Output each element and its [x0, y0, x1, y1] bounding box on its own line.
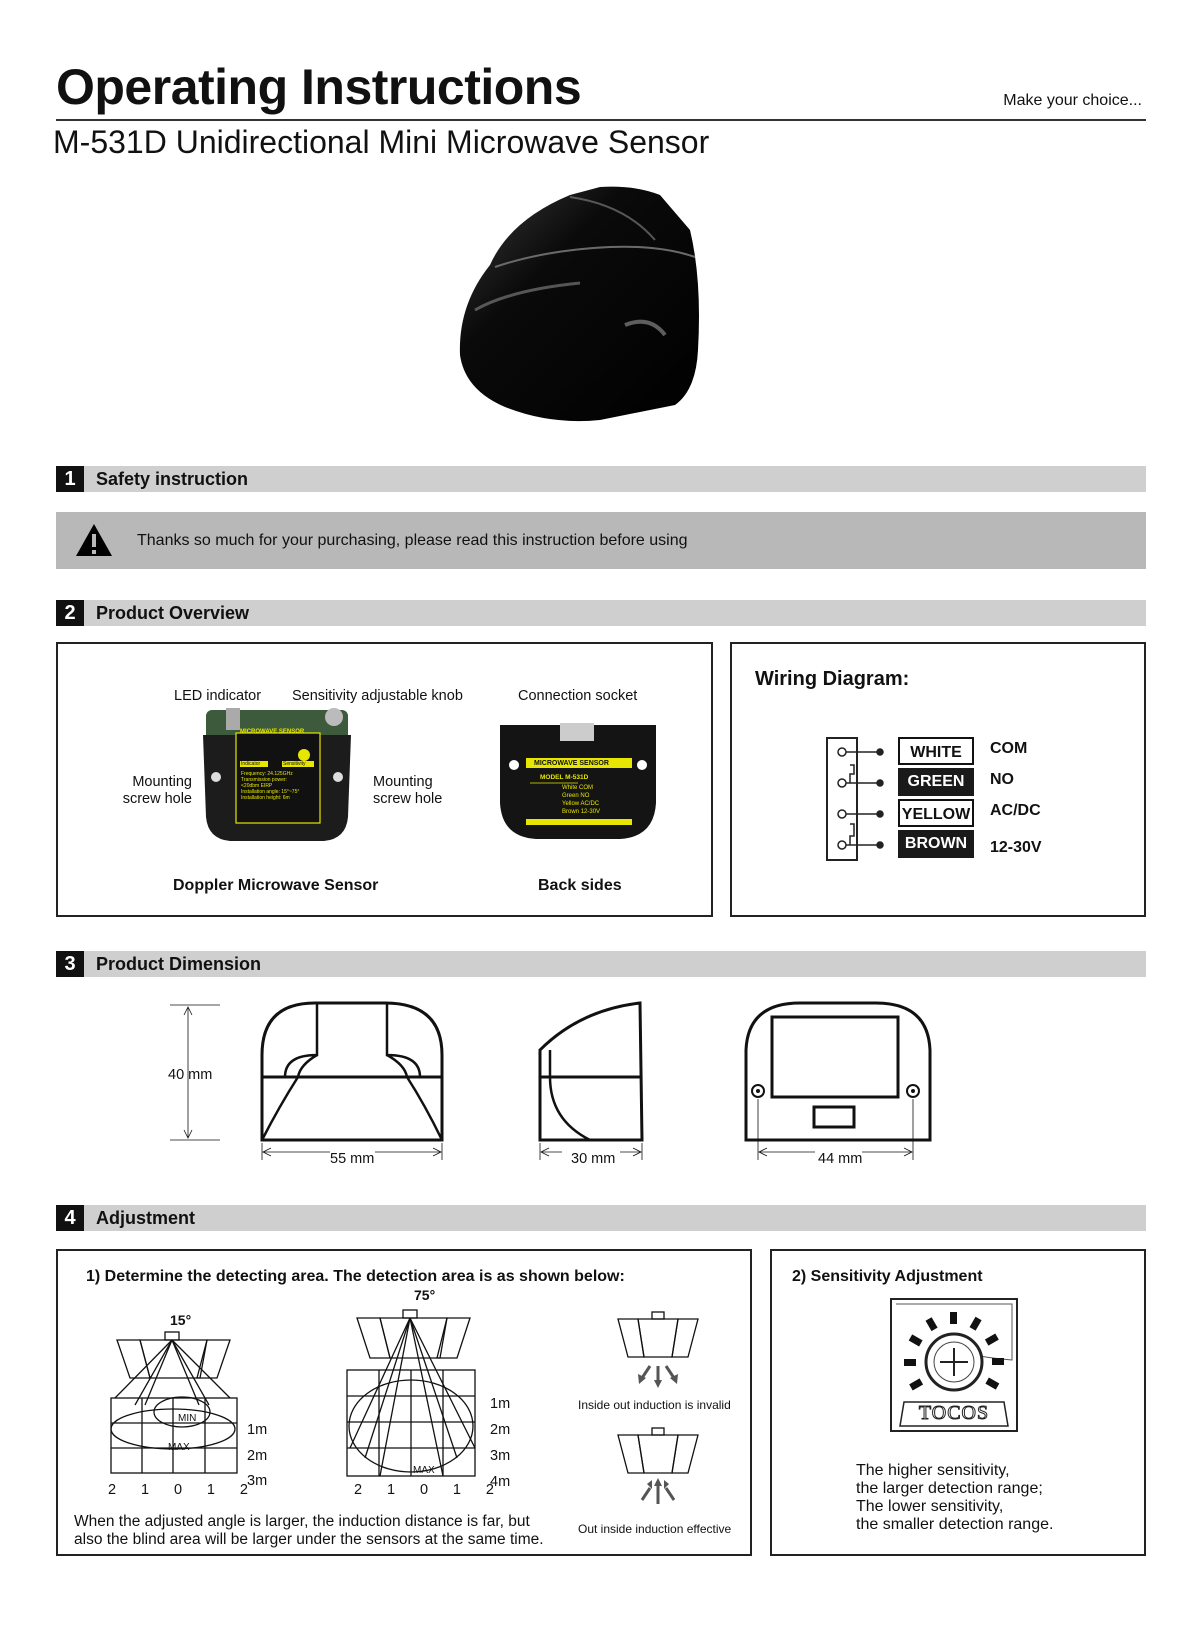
board-sensitivity-text: Sensitivity: [283, 761, 306, 767]
tagline: Make your choice...: [1003, 92, 1142, 109]
sensitivity-title: 2) Sensitivity Adjustment: [792, 1268, 983, 1285]
height-dimension: 40 mm: [168, 1067, 213, 1083]
safety-notice: [56, 512, 1146, 569]
wire-brown-func: 12-30V: [990, 839, 1042, 856]
angle-15-label: 15°: [170, 1312, 192, 1328]
knob-brand: TOCOS: [918, 1402, 990, 1424]
mounting-hole-left-label: Mounting screw hole: [122, 774, 192, 807]
sensitivity-text: The higher sensitivity, the larger detection range; The lower sensitivity, the smaller detection range.: [856, 1462, 1054, 1533]
dist-4m-75: 4m: [490, 1474, 511, 1490]
section-number: 4: [56, 1205, 84, 1231]
section-safety-header: [56, 466, 1146, 492]
wire-yellow-func: AC/DC: [990, 802, 1041, 819]
section-title: Safety instruction: [96, 469, 249, 489]
section-title: Product Dimension: [96, 954, 262, 974]
axis-ticks-15: 2 1 0 1 2: [108, 1482, 248, 1498]
dist-2m-75: 2m: [490, 1422, 511, 1438]
warning-icon: [74, 522, 114, 558]
dist-2m-15: 2m: [247, 1448, 268, 1464]
detection-note: [74, 1513, 544, 1549]
product-subtitle: M-531D Unidirectional Mini Microwave Sensor: [53, 124, 710, 160]
min-label: MIN: [178, 1413, 197, 1424]
dist-1m-75: 1m: [490, 1396, 511, 1412]
section-title: Adjustment: [96, 1208, 195, 1228]
wiring-title: Wiring Diagram:: [755, 668, 910, 690]
detection-note-line2: also the blind area will be larger under the sensors at the same time.: [74, 1531, 544, 1548]
section-adjustment-header: [56, 1205, 1146, 1231]
effective-caption: Out inside induction effective: [578, 1522, 732, 1536]
detection-diagram-15: [105, 1330, 245, 1490]
wire-brown: BROWN: [898, 830, 974, 858]
board-indicator-text: Indicator: [241, 761, 261, 767]
section-dimension-header: [56, 951, 1146, 977]
wire-yellow: YELLOW: [898, 799, 974, 827]
sensitivity-knob-label: Sensitivity adjustable knob: [292, 688, 463, 704]
wire-white: WHITE: [898, 737, 974, 765]
sensor-back-photo: [500, 723, 656, 841]
side-depth-dimension: 30 mm: [571, 1151, 616, 1167]
wiring-terminal: [824, 738, 904, 860]
dist-1m-15: 1m: [247, 1422, 268, 1438]
wire-green-func: NO: [990, 771, 1014, 788]
section-number: 1: [56, 466, 84, 492]
section-number: 2: [56, 600, 84, 626]
front-caption: Doppler Microwave Sensor: [173, 877, 379, 894]
hole-spacing-dimension: 44 mm: [818, 1151, 863, 1167]
max-label-15: MAX: [168, 1442, 190, 1453]
dist-3m-75: 3m: [490, 1448, 511, 1464]
back-label: MICROWAVE SENSOR: [534, 760, 609, 767]
max-label-75: MAX: [413, 1465, 435, 1476]
wire-green: GREEN: [898, 768, 974, 796]
header-divider: [56, 119, 1146, 121]
board-specs: Frequency: 24.125GHz Transmission power: <20dbm EIRP Installation angle: 15°~75° Installation height: 6m: [241, 771, 300, 801]
connection-socket-label: Connection socket: [518, 688, 638, 704]
detection-note-line1: When the adjusted angle is larger, the induction distance is far, but: [74, 1513, 530, 1530]
axis-ticks-75: 2 1 0 1 2: [354, 1482, 494, 1498]
board-label: MICROWAVE SENSOR: [240, 729, 305, 735]
section-number: 3: [56, 951, 84, 977]
back-caption: Back sides: [538, 877, 622, 894]
detection-area-title: 1) Determine the detecting area. The detection area is as shown below:: [86, 1268, 625, 1285]
wire-white-func: COM: [990, 740, 1028, 757]
induction-effective-diagram: [612, 1428, 702, 1508]
back-model: MODEL M-531D: [540, 774, 589, 781]
dist-3m-15: 3m: [247, 1473, 268, 1489]
front-width-dimension: 55 mm: [330, 1151, 375, 1167]
section-title: Product Overview: [96, 603, 250, 623]
induction-invalid-diagram: [612, 1312, 702, 1392]
section-overview-header: [56, 600, 1146, 626]
led-indicator-label: LED indicator: [174, 688, 262, 704]
page-title: Operating Instructions: [56, 59, 582, 115]
safety-notice-text: Thanks so much for your purchasing, please read this instruction before using: [137, 532, 688, 549]
product-photo: [450, 185, 750, 435]
back-wire-table: White COM Green NO Yellow AC/DC Brown 12-30V: [562, 785, 601, 815]
invalid-caption: Inside out induction is invalid: [578, 1398, 731, 1412]
mounting-hole-right-label: Mounting screw hole: [373, 774, 443, 807]
angle-75-label: 75°: [414, 1287, 436, 1303]
